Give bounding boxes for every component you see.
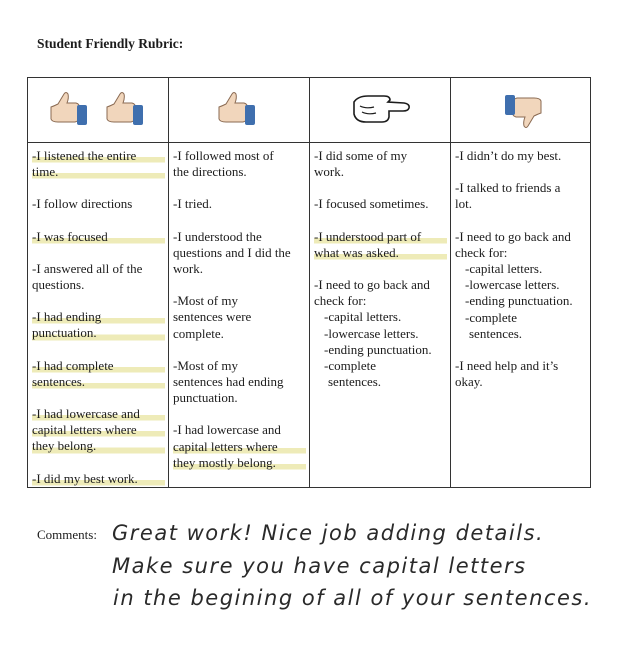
criterion-line: -Most of my <box>173 357 238 373</box>
criterion-line: the directions. <box>173 164 247 180</box>
criterion-line: -capital letters. <box>465 261 543 277</box>
criterion-line: -complete <box>465 309 517 325</box>
criterion-line: capital letters where <box>32 422 165 438</box>
handwritten-comment-line: Great work! Nice job adding details. <box>112 521 545 545</box>
criterion-line: questions. <box>32 277 85 293</box>
criterion-line: -I need to go back and <box>314 277 430 293</box>
criterion-line: -ending punctuation. <box>465 293 573 309</box>
criterion-line: capital letters where <box>173 439 306 455</box>
column-header-fair <box>310 78 451 143</box>
thumb-sideways-icon <box>348 90 412 130</box>
handwritten-comment-line: Make sure you have capital letters <box>112 554 527 578</box>
criterion-line: -I followed most of <box>173 148 274 163</box>
criterion-line: -I follow directions <box>32 196 133 212</box>
criterion-line: -I need help and it’s <box>455 358 559 374</box>
criterion-line: -I did my best work. <box>32 471 165 487</box>
criterion-line: questions and I did the <box>173 244 291 260</box>
criterion-line: sentences. <box>328 374 382 390</box>
criterion-line: check for: <box>314 293 367 309</box>
criterion-line: -I had lowercase and <box>173 422 281 438</box>
criteria-column-2 <box>169 143 310 488</box>
criterion-line: -capital letters. <box>324 309 402 325</box>
column-header-good <box>169 78 310 143</box>
criterion-line: -lowercase letters. <box>324 325 419 341</box>
criterion-line: -I did some of my <box>314 148 408 163</box>
criterion-line: -I had lowercase and <box>32 406 165 422</box>
criterion-line: -I tried. <box>173 196 212 212</box>
criterion-line: complete. <box>173 325 224 341</box>
criterion-line: -I understood part of <box>314 229 447 245</box>
criterion-line: punctuation. <box>173 390 238 406</box>
criteria-row <box>28 143 591 488</box>
criterion-line: -I listened the entire <box>32 148 165 164</box>
criterion-line: -I talked to friends a <box>455 180 561 196</box>
criterion-line: what was asked. <box>314 245 447 261</box>
criterion-line: work. <box>173 261 203 277</box>
criterion-line: sentences had ending <box>173 374 284 390</box>
criterion-line: -ending punctuation. <box>324 341 432 357</box>
criterion-line: sentences. <box>469 325 523 341</box>
thumb-down-icon <box>493 85 549 135</box>
criterion-line: time. <box>32 164 165 180</box>
criterion-line: -I answered all of the <box>32 260 143 276</box>
criteria-column-4 <box>451 143 591 488</box>
handwritten-comment-line: in the begining of all of your sentences. <box>113 586 592 610</box>
criterion-line: -I understood the <box>173 228 262 244</box>
column-header-needs-work <box>451 78 591 143</box>
icon-row <box>28 78 591 143</box>
criterion-line: work. <box>314 164 344 180</box>
criterion-line: they belong. <box>32 438 165 454</box>
criterion-line: punctuation. <box>32 325 165 341</box>
criterion-line: they mostly belong. <box>173 455 306 471</box>
criterion-line: -complete <box>324 358 376 374</box>
two-thumbs-up-icon <box>43 85 153 135</box>
criteria-column-1 <box>28 143 169 488</box>
criterion-line: sentences. <box>32 374 165 390</box>
criterion-line: lot. <box>455 196 472 212</box>
criterion-line: -I focused sometimes. <box>314 196 429 212</box>
criterion-line: okay. <box>455 374 483 390</box>
criterion-line: sentences were <box>173 309 252 325</box>
criterion-line: check for: <box>455 244 508 260</box>
thumb-up-icon <box>211 85 267 135</box>
rubric-table <box>27 77 591 488</box>
criterion-line: -I was focused <box>32 229 165 245</box>
comments-label: Comments: <box>37 527 97 542</box>
column-header-excellent <box>28 78 169 143</box>
criterion-line: -Most of my <box>173 293 238 309</box>
criterion-line: -I had ending <box>32 309 165 325</box>
criteria-column-3 <box>310 143 451 488</box>
criterion-line: -I need to go back and <box>455 228 571 244</box>
criterion-line: -I didn’t do my best. <box>455 148 562 163</box>
criterion-line: -lowercase letters. <box>465 277 560 293</box>
criterion-line: -I had complete <box>32 358 165 374</box>
rubric-title: Student Friendly Rubric: <box>37 36 184 51</box>
